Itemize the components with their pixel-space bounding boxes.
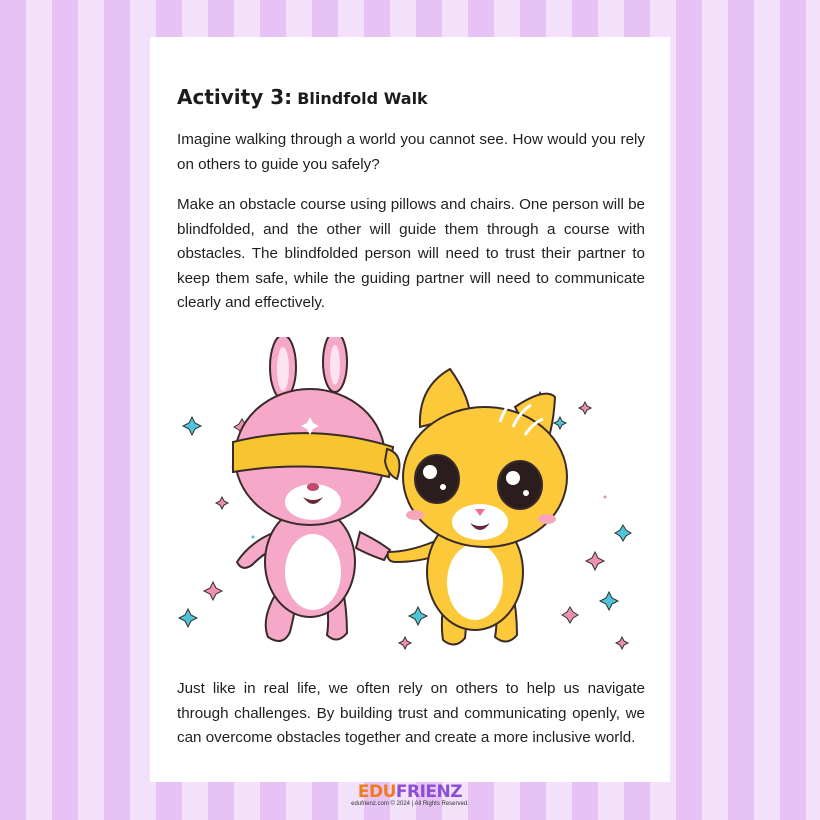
bunny-character (233, 337, 399, 641)
sparkle-star (586, 552, 604, 570)
activity-name: Blindfold Walk (297, 89, 428, 108)
sparkle-star (554, 417, 566, 429)
sparkle-star (216, 497, 228, 509)
conclusion-paragraph: Just like in real life, we often rely on others to help us navigate through challenges. By building trust and communicating openly, we can overcome obstacles together and create a more inclusive world. (177, 680, 645, 747)
bunny-cat-illustration (175, 337, 655, 652)
sparkle-star (600, 592, 618, 610)
cat-eye (498, 461, 542, 509)
bunny-arm (356, 532, 390, 560)
sparkle-star (409, 607, 427, 625)
sparkle-star (616, 637, 628, 649)
sparkle-star (204, 582, 222, 600)
worksheet-page (150, 37, 670, 782)
copyright-text: edufrienz.com © 2024 | All Rights Reserved. (351, 801, 469, 807)
sparkle-star (615, 525, 631, 541)
sparkle-star (179, 609, 197, 627)
logo-edu: EDU (357, 782, 396, 802)
edufrienz-logo (0, 782, 820, 802)
sparkle-star (562, 607, 578, 623)
intro-paragraph: Imagine walking through a world you cannot see. How would you rely on others to guide you safely? (177, 131, 645, 173)
sparkle-star (183, 417, 201, 435)
sparkle-dot (604, 496, 607, 499)
cat-character (388, 369, 567, 645)
sparkle-star (579, 402, 591, 414)
activity-number: Activity 3: (177, 85, 293, 109)
activity-title (177, 85, 428, 109)
logo-frienz: FRIENZ (395, 782, 463, 802)
instructions-paragraph: Make an obstacle course using pillows and chairs. One person will be blindfolded, and the other will guide them through a course with obstacles. The blindfolded person will need to trust their partner to keep them safe, while the guiding partner will need to communicate clearly and effectively. (177, 196, 645, 312)
sparkle-dot (252, 536, 255, 539)
sparkle-star (399, 637, 411, 649)
cat-eye (415, 455, 459, 503)
